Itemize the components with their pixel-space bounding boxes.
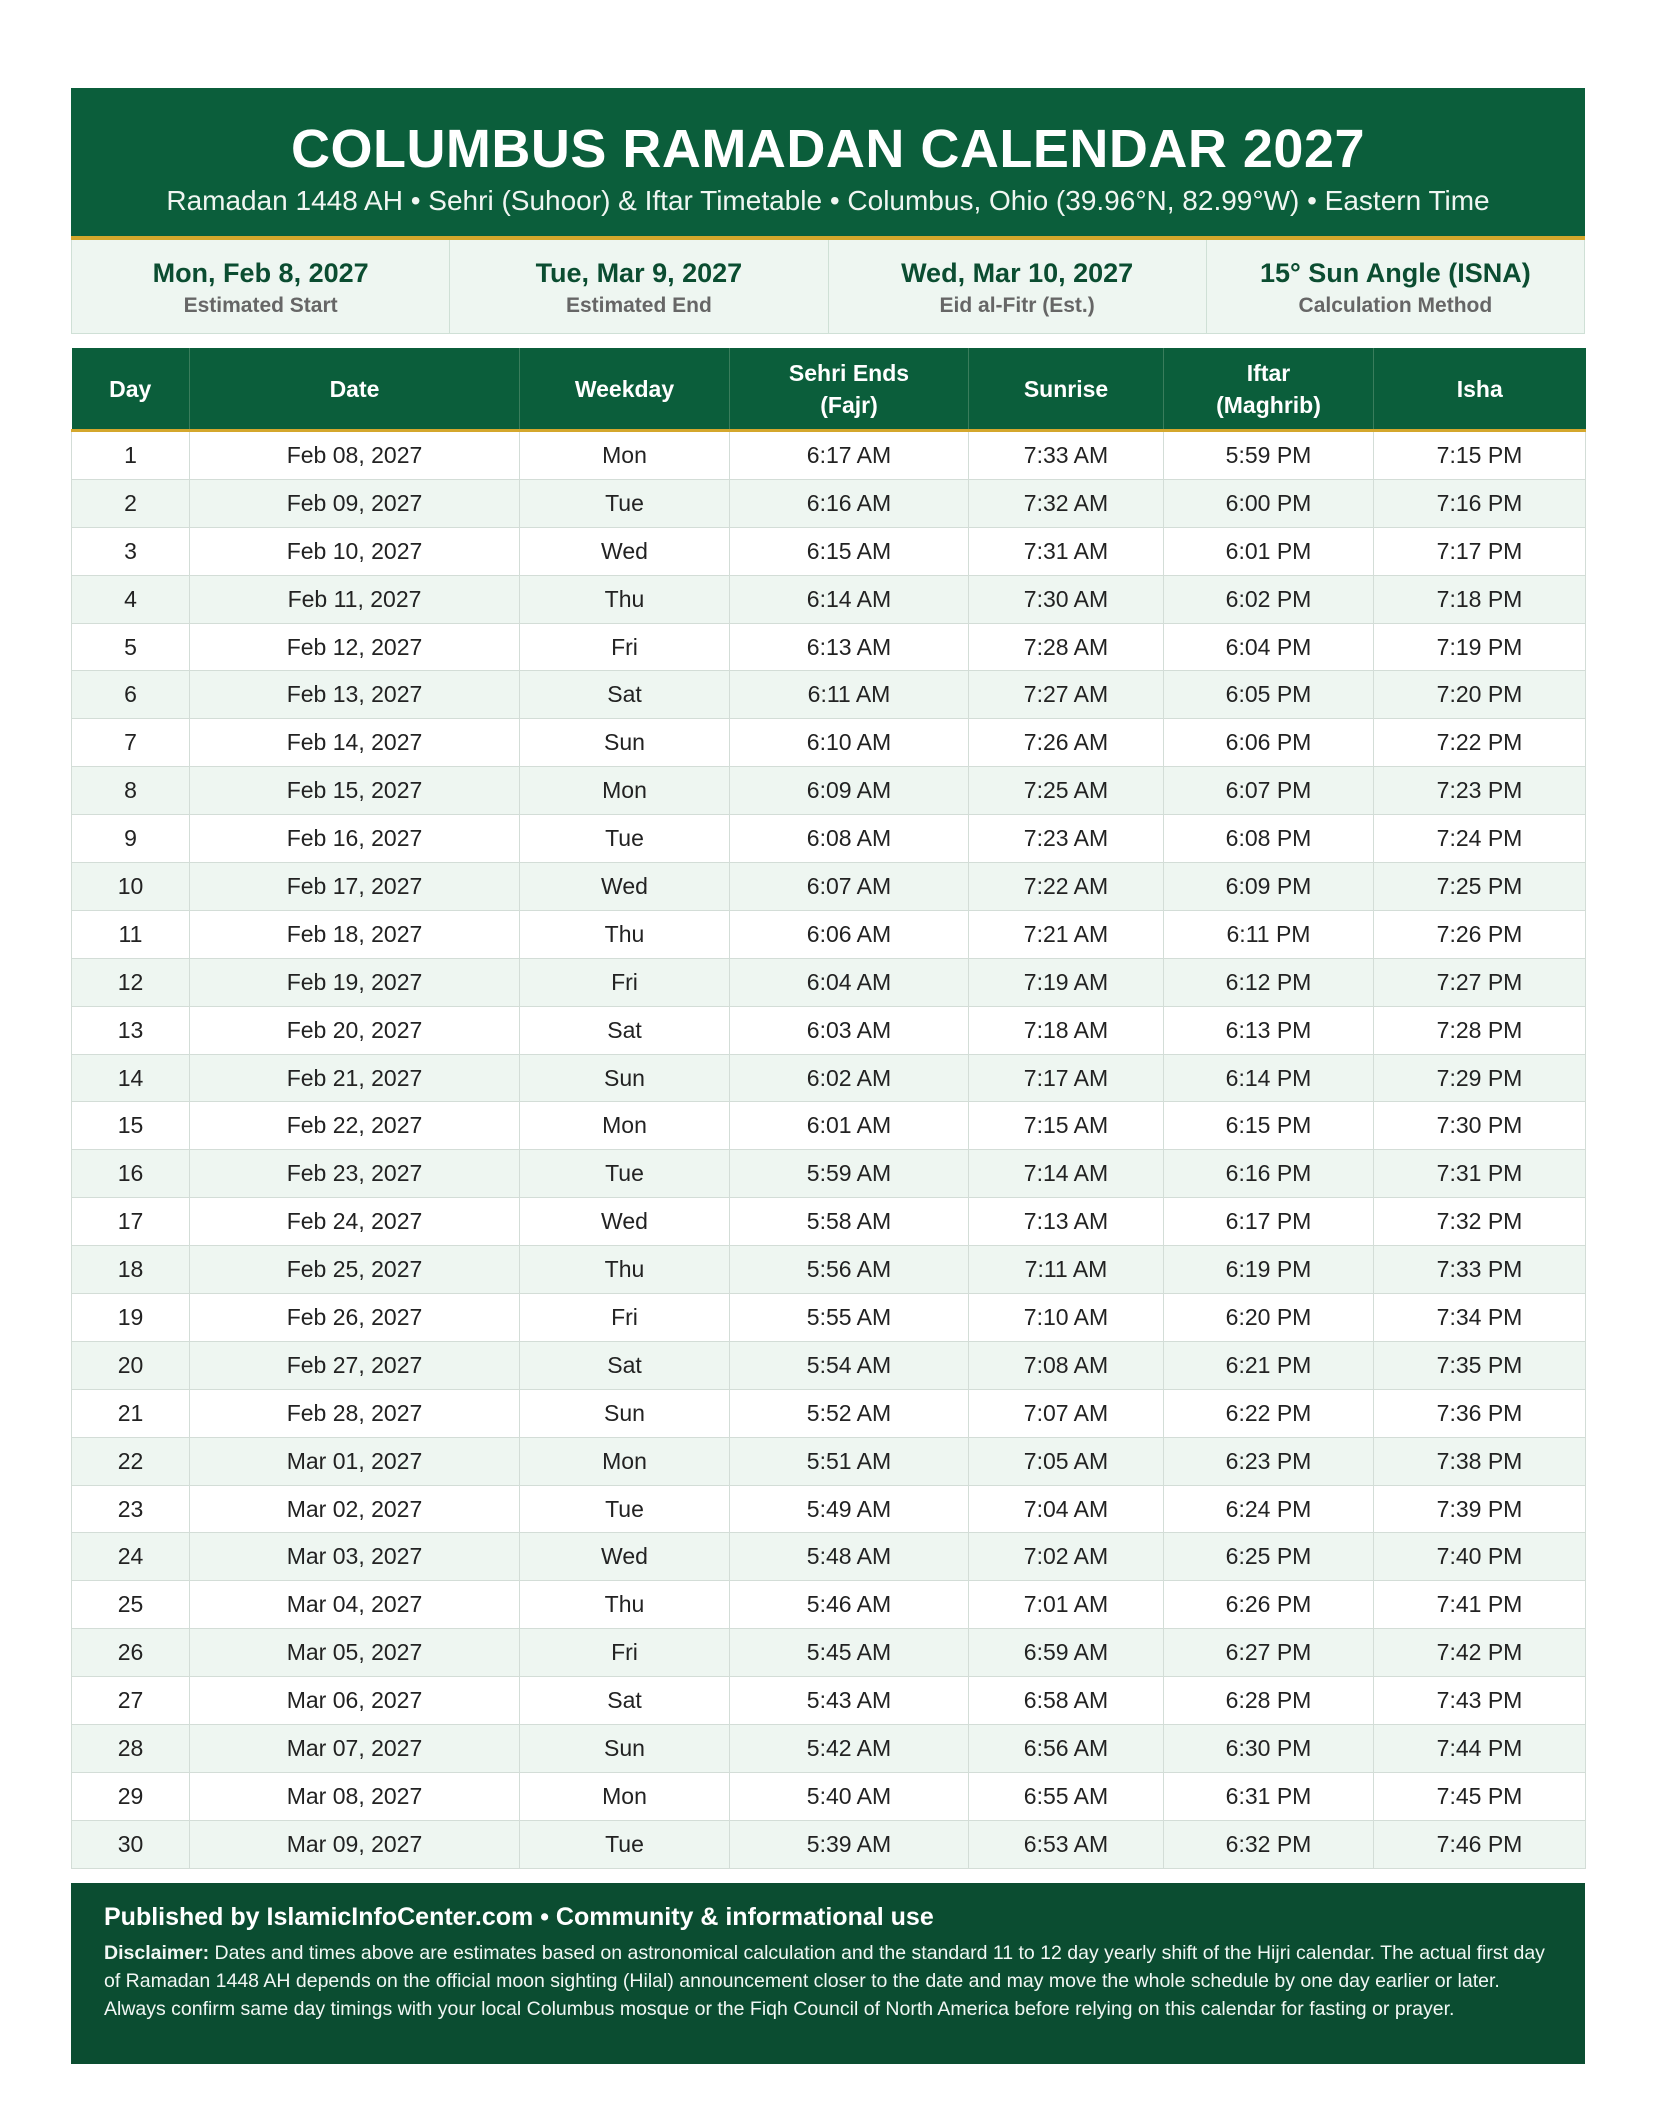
cell-isha: 7:23 PM <box>1374 767 1586 815</box>
column-header <box>520 348 730 431</box>
cell-sehri: 5:46 AM <box>730 1581 969 1629</box>
cell-day: 18 <box>72 1246 190 1294</box>
cell-iftar: 6:00 PM <box>1164 479 1374 527</box>
cell-sehri: 5:59 AM <box>730 1150 969 1198</box>
column-header <box>190 348 520 431</box>
summary-stats <box>71 240 1585 334</box>
cell-iftar: 6:11 PM <box>1164 910 1374 958</box>
cell-isha: 7:43 PM <box>1374 1677 1586 1725</box>
cell-weekday: Mon <box>520 1102 730 1150</box>
cell-sunrise: 7:27 AM <box>969 671 1164 719</box>
cell-sunrise: 7:01 AM <box>969 1581 1164 1629</box>
cell-weekday: Mon <box>520 431 730 480</box>
cell-isha: 7:34 PM <box>1374 1294 1586 1342</box>
cell-date: Feb 12, 2027 <box>190 623 520 671</box>
cell-sunrise: 7:33 AM <box>969 431 1164 480</box>
table-row <box>72 1246 1586 1294</box>
cell-sehri: 6:11 AM <box>730 671 969 719</box>
cell-date: Feb 24, 2027 <box>190 1198 520 1246</box>
cell-isha: 7:33 PM <box>1374 1246 1586 1294</box>
cell-sunrise: 7:21 AM <box>969 910 1164 958</box>
table-row <box>72 527 1586 575</box>
table-row <box>72 1294 1586 1342</box>
cell-isha: 7:45 PM <box>1374 1772 1586 1820</box>
cell-weekday: Tue <box>520 815 730 863</box>
cell-sehri: 5:39 AM <box>730 1820 969 1868</box>
timetable <box>71 348 1586 1869</box>
cell-weekday: Wed <box>520 863 730 911</box>
cell-weekday: Wed <box>520 1533 730 1581</box>
cell-isha: 7:30 PM <box>1374 1102 1586 1150</box>
table-row <box>72 1485 1586 1533</box>
cell-isha: 7:26 PM <box>1374 910 1586 958</box>
disclaimer-label: Disclaimer: <box>104 1941 210 1964</box>
cell-weekday: Fri <box>520 1629 730 1677</box>
cell-weekday: Mon <box>520 767 730 815</box>
cell-isha: 7:32 PM <box>1374 1198 1586 1246</box>
cell-day: 13 <box>72 1006 190 1054</box>
cell-sunrise: 7:17 AM <box>969 1054 1164 1102</box>
cell-day: 16 <box>72 1150 190 1198</box>
cell-iftar: 6:07 PM <box>1164 767 1374 815</box>
cell-sehri: 5:58 AM <box>730 1198 969 1246</box>
cell-sehri: 6:15 AM <box>730 527 969 575</box>
cell-iftar: 6:17 PM <box>1164 1198 1374 1246</box>
cell-isha: 7:46 PM <box>1374 1820 1586 1868</box>
column-header <box>969 348 1164 431</box>
cell-iftar: 6:08 PM <box>1164 815 1374 863</box>
title-banner <box>71 88 1585 240</box>
table-row <box>72 1772 1586 1820</box>
cell-date: Mar 09, 2027 <box>190 1820 520 1868</box>
cell-sehri: 6:02 AM <box>730 1054 969 1102</box>
cell-weekday: Sun <box>520 1725 730 1773</box>
stat-label: Estimated Start <box>183 294 338 317</box>
cell-sehri: 5:52 AM <box>730 1389 969 1437</box>
cell-date: Feb 13, 2027 <box>190 671 520 719</box>
cell-isha: 7:40 PM <box>1374 1533 1586 1581</box>
cell-iftar: 6:28 PM <box>1164 1677 1374 1725</box>
cell-isha: 7:28 PM <box>1374 1006 1586 1054</box>
cell-sehri: 5:48 AM <box>730 1533 969 1581</box>
cell-sunrise: 7:26 AM <box>969 719 1164 767</box>
disclaimer <box>104 1939 1553 2023</box>
cell-isha: 7:39 PM <box>1374 1485 1586 1533</box>
table-row <box>72 1581 1586 1629</box>
cell-date: Mar 02, 2027 <box>190 1485 520 1533</box>
cell-iftar: 6:06 PM <box>1164 719 1374 767</box>
table-row <box>72 1341 1586 1389</box>
cell-iftar: 6:12 PM <box>1164 958 1374 1006</box>
publisher-line: Published by IslamicInfoCenter.com • Community & informational use <box>104 1902 934 1931</box>
table-row <box>72 719 1586 767</box>
cell-isha: 7:24 PM <box>1374 815 1586 863</box>
cell-date: Feb 14, 2027 <box>190 719 520 767</box>
cell-day: 12 <box>72 958 190 1006</box>
cell-day: 1 <box>72 431 190 480</box>
table-row <box>72 1725 1586 1773</box>
stat-calculation-method <box>1207 240 1584 333</box>
cell-iftar: 6:27 PM <box>1164 1629 1374 1677</box>
column-header-label: Isha <box>1456 375 1503 402</box>
table-row <box>72 1198 1586 1246</box>
cell-sehri: 5:56 AM <box>730 1246 969 1294</box>
cell-sunrise: 7:07 AM <box>969 1389 1164 1437</box>
cell-sehri: 5:49 AM <box>730 1485 969 1533</box>
column-header-label: Iftar <box>1246 359 1291 386</box>
cell-iftar: 6:32 PM <box>1164 1820 1374 1868</box>
cell-sunrise: 7:05 AM <box>969 1437 1164 1485</box>
cell-day: 29 <box>72 1772 190 1820</box>
cell-sehri: 6:14 AM <box>730 575 969 623</box>
cell-weekday: Thu <box>520 910 730 958</box>
cell-day: 27 <box>72 1677 190 1725</box>
cell-isha: 7:25 PM <box>1374 863 1586 911</box>
cell-isha: 7:31 PM <box>1374 1150 1586 1198</box>
cell-day: 25 <box>72 1581 190 1629</box>
cell-iftar: 6:05 PM <box>1164 671 1374 719</box>
table-row <box>72 1006 1586 1054</box>
stat-estimated-end <box>450 240 828 333</box>
cell-iftar: 6:21 PM <box>1164 1341 1374 1389</box>
cell-isha: 7:44 PM <box>1374 1725 1586 1773</box>
column-header <box>72 348 190 431</box>
cell-isha: 7:41 PM <box>1374 1581 1586 1629</box>
column-header <box>1374 348 1586 431</box>
cell-sehri: 5:54 AM <box>730 1341 969 1389</box>
cell-sunrise: 7:14 AM <box>969 1150 1164 1198</box>
cell-weekday: Thu <box>520 1246 730 1294</box>
column-header <box>730 348 969 431</box>
cell-sehri: 5:43 AM <box>730 1677 969 1725</box>
table-body <box>72 431 1586 1869</box>
cell-isha: 7:15 PM <box>1374 431 1586 480</box>
cell-sehri: 6:03 AM <box>730 1006 969 1054</box>
cell-iftar: 6:20 PM <box>1164 1294 1374 1342</box>
calendar-sheet <box>71 88 1585 2064</box>
table-row <box>72 863 1586 911</box>
cell-iftar: 6:13 PM <box>1164 1006 1374 1054</box>
cell-sunrise: 7:28 AM <box>969 623 1164 671</box>
cell-iftar: 6:16 PM <box>1164 1150 1374 1198</box>
cell-weekday: Sat <box>520 671 730 719</box>
cell-isha: 7:18 PM <box>1374 575 1586 623</box>
cell-sehri: 6:07 AM <box>730 863 969 911</box>
cell-date: Feb 28, 2027 <box>190 1389 520 1437</box>
column-header-label: Sehri Ends <box>788 359 910 386</box>
cell-day: 10 <box>72 863 190 911</box>
cell-date: Feb 10, 2027 <box>190 527 520 575</box>
cell-date: Feb 27, 2027 <box>190 1341 520 1389</box>
cell-date: Mar 07, 2027 <box>190 1725 520 1773</box>
cell-day: 14 <box>72 1054 190 1102</box>
cell-isha: 7:42 PM <box>1374 1629 1586 1677</box>
cell-sehri: 6:06 AM <box>730 910 969 958</box>
cell-day: 15 <box>72 1102 190 1150</box>
cell-weekday: Sat <box>520 1006 730 1054</box>
stat-label: Calculation Method <box>1298 294 1493 317</box>
column-header-label: Sunrise <box>1023 375 1109 402</box>
column-header-label: Day <box>109 375 152 402</box>
cell-sehri: 6:16 AM <box>730 479 969 527</box>
stat-eid-al-fitr <box>829 240 1207 333</box>
cell-day: 26 <box>72 1629 190 1677</box>
cell-date: Feb 09, 2027 <box>190 479 520 527</box>
table-row <box>72 1677 1586 1725</box>
cell-day: 23 <box>72 1485 190 1533</box>
cell-iftar: 6:22 PM <box>1164 1389 1374 1437</box>
cell-isha: 7:20 PM <box>1374 671 1586 719</box>
cell-day: 24 <box>72 1533 190 1581</box>
cell-weekday: Sun <box>520 719 730 767</box>
cell-date: Feb 11, 2027 <box>190 575 520 623</box>
page-subtitle: Ramadan 1448 AH • Sehri (Suhoor) & Iftar Timetable • Columbus, Ohio (39.96°N, 82.99°W) • Eastern Time <box>166 185 1490 216</box>
cell-day: 11 <box>72 910 190 958</box>
stat-value: Mon, Feb 8, 2027 <box>152 258 369 288</box>
cell-sehri: 6:01 AM <box>730 1102 969 1150</box>
table-header-row <box>72 348 1586 431</box>
cell-day: 4 <box>72 575 190 623</box>
stat-estimated-start <box>72 240 450 333</box>
cell-isha: 7:35 PM <box>1374 1341 1586 1389</box>
column-header <box>1164 348 1374 431</box>
cell-sunrise: 7:19 AM <box>969 958 1164 1006</box>
cell-date: Mar 08, 2027 <box>190 1772 520 1820</box>
cell-sunrise: 7:32 AM <box>969 479 1164 527</box>
cell-isha: 7:29 PM <box>1374 1054 1586 1102</box>
cell-date: Feb 21, 2027 <box>190 1054 520 1102</box>
cell-weekday: Tue <box>520 1485 730 1533</box>
cell-iftar: 5:59 PM <box>1164 431 1374 480</box>
cell-date: Feb 19, 2027 <box>190 958 520 1006</box>
cell-sunrise: 7:08 AM <box>969 1341 1164 1389</box>
cell-sehri: 6:17 AM <box>730 431 969 480</box>
cell-weekday: Sun <box>520 1054 730 1102</box>
cell-iftar: 6:14 PM <box>1164 1054 1374 1102</box>
cell-sunrise: 6:59 AM <box>969 1629 1164 1677</box>
cell-weekday: Fri <box>520 1294 730 1342</box>
cell-iftar: 6:30 PM <box>1164 1725 1374 1773</box>
cell-iftar: 6:25 PM <box>1164 1533 1374 1581</box>
stat-value: 15° Sun Angle (ISNA) <box>1259 258 1531 288</box>
footer <box>71 1883 1585 2064</box>
cell-sehri: 6:10 AM <box>730 719 969 767</box>
disclaimer-text: Dates and times above are estimates based on astronomical calculation and the standard 11 to 12 day yearly shift of the Hijri calendar. The actual first day of Ramadan 1448 AH depends on the official moon sighting (Hilal) announcement closer to the date and may move the whole schedule by one day earlier or later. Always confirm same day timings with your local Columbus mosque or the Fiqh Council of North America before relying on this calendar for fasting or prayer. <box>104 1941 1545 2020</box>
cell-day: 8 <box>72 767 190 815</box>
stat-value: Wed, Mar 10, 2027 <box>901 258 1134 288</box>
cell-weekday: Wed <box>520 527 730 575</box>
cell-sunrise: 7:22 AM <box>969 863 1164 911</box>
table-row <box>72 1820 1586 1868</box>
column-header-label: Weekday <box>574 375 675 402</box>
cell-iftar: 6:02 PM <box>1164 575 1374 623</box>
cell-date: Feb 22, 2027 <box>190 1102 520 1150</box>
cell-sehri: 5:42 AM <box>730 1725 969 1773</box>
cell-sunrise: 6:55 AM <box>969 1772 1164 1820</box>
cell-day: 6 <box>72 671 190 719</box>
cell-sunrise: 6:56 AM <box>969 1725 1164 1773</box>
cell-sehri: 6:08 AM <box>730 815 969 863</box>
cell-sehri: 5:45 AM <box>730 1629 969 1677</box>
cell-isha: 7:17 PM <box>1374 527 1586 575</box>
cell-sehri: 6:09 AM <box>730 767 969 815</box>
table-row <box>72 623 1586 671</box>
cell-day: 17 <box>72 1198 190 1246</box>
cell-day: 9 <box>72 815 190 863</box>
cell-sehri: 5:55 AM <box>730 1294 969 1342</box>
cell-sunrise: 7:30 AM <box>969 575 1164 623</box>
cell-sunrise: 7:04 AM <box>969 1485 1164 1533</box>
cell-weekday: Mon <box>520 1437 730 1485</box>
cell-weekday: Tue <box>520 1150 730 1198</box>
cell-date: Mar 05, 2027 <box>190 1629 520 1677</box>
cell-sunrise: 6:53 AM <box>969 1820 1164 1868</box>
cell-date: Feb 16, 2027 <box>190 815 520 863</box>
cell-date: Feb 15, 2027 <box>190 767 520 815</box>
table-row <box>72 958 1586 1006</box>
table-row <box>72 479 1586 527</box>
cell-sunrise: 7:13 AM <box>969 1198 1164 1246</box>
cell-isha: 7:38 PM <box>1374 1437 1586 1485</box>
table-row <box>72 1150 1586 1198</box>
table-row <box>72 767 1586 815</box>
cell-iftar: 6:09 PM <box>1164 863 1374 911</box>
cell-sehri: 6:13 AM <box>730 623 969 671</box>
cell-sehri: 6:04 AM <box>730 958 969 1006</box>
stat-label: Eid al-Fitr (Est.) <box>939 294 1095 317</box>
cell-date: Feb 08, 2027 <box>190 431 520 480</box>
table-row <box>72 1437 1586 1485</box>
stat-label: Estimated End <box>565 294 712 317</box>
cell-weekday: Thu <box>520 575 730 623</box>
cell-date: Mar 06, 2027 <box>190 1677 520 1725</box>
cell-day: 19 <box>72 1294 190 1342</box>
table-row <box>72 671 1586 719</box>
cell-date: Mar 01, 2027 <box>190 1437 520 1485</box>
cell-weekday: Fri <box>520 958 730 1006</box>
table-row <box>72 910 1586 958</box>
cell-date: Feb 18, 2027 <box>190 910 520 958</box>
cell-sunrise: 7:25 AM <box>969 767 1164 815</box>
cell-iftar: 6:19 PM <box>1164 1246 1374 1294</box>
table-row <box>72 1102 1586 1150</box>
table-row <box>72 1054 1586 1102</box>
cell-day: 28 <box>72 1725 190 1773</box>
cell-weekday: Tue <box>520 1820 730 1868</box>
cell-date: Feb 17, 2027 <box>190 863 520 911</box>
cell-day: 3 <box>72 527 190 575</box>
cell-day: 2 <box>72 479 190 527</box>
cell-date: Mar 04, 2027 <box>190 1581 520 1629</box>
cell-sunrise: 6:58 AM <box>969 1677 1164 1725</box>
cell-iftar: 6:04 PM <box>1164 623 1374 671</box>
cell-isha: 7:27 PM <box>1374 958 1586 1006</box>
cell-isha: 7:19 PM <box>1374 623 1586 671</box>
cell-date: Mar 03, 2027 <box>190 1533 520 1581</box>
cell-sunrise: 7:31 AM <box>969 527 1164 575</box>
cell-day: 5 <box>72 623 190 671</box>
cell-isha: 7:22 PM <box>1374 719 1586 767</box>
cell-iftar: 6:01 PM <box>1164 527 1374 575</box>
table-row <box>72 1389 1586 1437</box>
cell-weekday: Thu <box>520 1581 730 1629</box>
cell-day: 7 <box>72 719 190 767</box>
cell-weekday: Wed <box>520 1198 730 1246</box>
table-row <box>72 431 1586 480</box>
cell-date: Feb 26, 2027 <box>190 1294 520 1342</box>
cell-sunrise: 7:11 AM <box>969 1246 1164 1294</box>
cell-isha: 7:16 PM <box>1374 479 1586 527</box>
cell-iftar: 6:24 PM <box>1164 1485 1374 1533</box>
page-title: COLUMBUS RAMADAN CALENDAR 2027 <box>290 119 1366 179</box>
table-row <box>72 575 1586 623</box>
cell-weekday: Sat <box>520 1341 730 1389</box>
table-row <box>72 1629 1586 1677</box>
cell-sunrise: 7:15 AM <box>969 1102 1164 1150</box>
table-row <box>72 1533 1586 1581</box>
table-row <box>72 815 1586 863</box>
cell-sehri: 5:40 AM <box>730 1772 969 1820</box>
column-header-sublabel: (Maghrib) <box>1216 391 1321 418</box>
cell-day: 21 <box>72 1389 190 1437</box>
cell-weekday: Fri <box>520 623 730 671</box>
cell-day: 30 <box>72 1820 190 1868</box>
cell-sunrise: 7:02 AM <box>969 1533 1164 1581</box>
cell-isha: 7:36 PM <box>1374 1389 1586 1437</box>
cell-date: Feb 20, 2027 <box>190 1006 520 1054</box>
cell-weekday: Tue <box>520 479 730 527</box>
cell-date: Feb 23, 2027 <box>190 1150 520 1198</box>
cell-iftar: 6:31 PM <box>1164 1772 1374 1820</box>
cell-day: 20 <box>72 1341 190 1389</box>
stat-value: Tue, Mar 9, 2027 <box>535 258 743 288</box>
cell-sunrise: 7:23 AM <box>969 815 1164 863</box>
column-header-sublabel: (Fajr) <box>820 391 878 418</box>
cell-day: 22 <box>72 1437 190 1485</box>
column-header-label: Date <box>329 375 380 402</box>
cell-date: Feb 25, 2027 <box>190 1246 520 1294</box>
cell-sunrise: 7:10 AM <box>969 1294 1164 1342</box>
cell-weekday: Sun <box>520 1389 730 1437</box>
cell-iftar: 6:15 PM <box>1164 1102 1374 1150</box>
cell-iftar: 6:26 PM <box>1164 1581 1374 1629</box>
cell-weekday: Mon <box>520 1772 730 1820</box>
cell-sunrise: 7:18 AM <box>969 1006 1164 1054</box>
cell-weekday: Sat <box>520 1677 730 1725</box>
cell-iftar: 6:23 PM <box>1164 1437 1374 1485</box>
cell-sehri: 5:51 AM <box>730 1437 969 1485</box>
